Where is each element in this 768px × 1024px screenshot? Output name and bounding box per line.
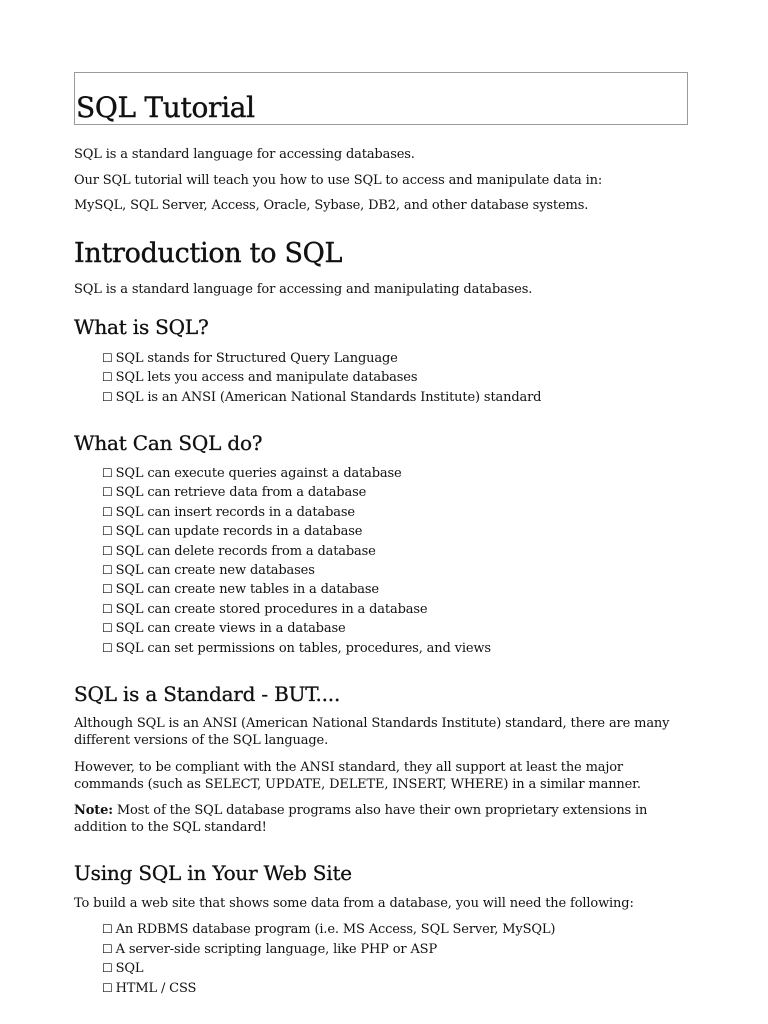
note-label: Note: bbox=[74, 803, 113, 818]
checkbox-bullet-icon: ☐ bbox=[102, 485, 113, 500]
list-item-text: SQL is an ANSI (American National Standards Institute) standard bbox=[115, 389, 542, 405]
list-item bbox=[102, 388, 541, 407]
heading-using-sql-web-site: Using SQL in Your Web Site bbox=[74, 861, 352, 885]
list-item bbox=[102, 561, 491, 580]
checkbox-bullet-icon: ☐ bbox=[102, 941, 113, 956]
title-box bbox=[74, 72, 688, 125]
list-item bbox=[102, 503, 491, 522]
checkbox-bullet-icon: ☐ bbox=[102, 389, 113, 404]
checkbox-bullet-icon: ☐ bbox=[102, 981, 113, 996]
list-item-text: SQL can retrieve data from a database bbox=[115, 485, 367, 501]
list-item bbox=[102, 940, 555, 960]
list-item bbox=[102, 639, 491, 658]
checkbox-bullet-icon: ☐ bbox=[102, 524, 113, 539]
what-can-sql-do-list bbox=[102, 464, 491, 658]
list-item-text: SQL stands for Structured Query Language bbox=[115, 351, 398, 366]
list-item-text: A server-side scripting language, like PHP or ASP bbox=[115, 941, 438, 957]
list-item bbox=[102, 959, 555, 979]
list-item bbox=[102, 600, 491, 619]
list-item-text: HTML / CSS bbox=[115, 981, 197, 997]
list-item-text: SQL can create stored procedures in a database bbox=[115, 601, 428, 617]
checkbox-bullet-icon: ☐ bbox=[102, 621, 113, 636]
checkbox-bullet-icon: ☐ bbox=[102, 351, 113, 365]
checkbox-bullet-icon: ☐ bbox=[102, 370, 113, 385]
list-item-text: SQL can create views in a database bbox=[115, 621, 346, 637]
list-item bbox=[102, 368, 541, 387]
intro-paragraph-3: MySQL, SQL Server, Access, Oracle, Sybase, DB2, and other database systems. bbox=[74, 198, 589, 213]
note-text: Most of the SQL database programs also have their own proprietary extensions in addition to the SQL standard! bbox=[74, 803, 648, 835]
list-item-text: SQL can insert records in a database bbox=[115, 504, 355, 520]
checkbox-bullet-icon: ☐ bbox=[102, 922, 113, 936]
list-item bbox=[102, 920, 555, 940]
list-item bbox=[102, 483, 491, 502]
introduction-paragraph: SQL is a standard language for accessing and manipulating databases. bbox=[74, 282, 533, 297]
list-item-text: SQL lets you access and manipulate databases bbox=[115, 370, 418, 386]
checkbox-bullet-icon: ☐ bbox=[102, 640, 113, 655]
heading-introduction: Introduction to SQL bbox=[74, 238, 343, 269]
checkbox-bullet-icon: ☐ bbox=[102, 466, 113, 480]
list-item bbox=[102, 979, 555, 999]
list-item-text: SQL bbox=[115, 961, 144, 977]
list-item-text: SQL can execute queries against a database bbox=[115, 466, 402, 481]
list-item bbox=[102, 522, 491, 541]
list-item bbox=[102, 349, 541, 368]
list-item bbox=[102, 542, 491, 561]
intro-paragraph-2: Our SQL tutorial will teach you how to use SQL to access and manipulate data in: bbox=[74, 173, 603, 188]
list-item-text: SQL can create new tables in a database bbox=[115, 582, 379, 598]
list-item-text: SQL can delete records from a database bbox=[115, 543, 376, 559]
website-requirements-list bbox=[102, 920, 555, 999]
checkbox-bullet-icon: ☐ bbox=[102, 601, 113, 616]
checkbox-bullet-icon: ☐ bbox=[102, 582, 113, 597]
what-is-sql-list bbox=[102, 349, 541, 407]
page-title: SQL Tutorial bbox=[76, 91, 255, 124]
list-item bbox=[102, 619, 491, 638]
list-item bbox=[102, 464, 491, 483]
heading-what-can-sql-do: What Can SQL do? bbox=[74, 431, 263, 455]
website-paragraph: To build a web site that shows some data from a database, you will need the following: bbox=[74, 896, 634, 911]
list-item-text: An RDBMS database program (i.e. MS Access, SQL Server, MySQL) bbox=[115, 922, 556, 937]
list-item-text: SQL can update records in a database bbox=[115, 524, 363, 540]
intro-paragraph-1: SQL is a standard language for accessing databases. bbox=[74, 147, 415, 162]
heading-what-is-sql: What is SQL? bbox=[74, 315, 209, 339]
list-item-text: SQL can set permissions on tables, procedures, and views bbox=[115, 640, 491, 656]
list-item-text: SQL can create new databases bbox=[115, 563, 315, 579]
list-item bbox=[102, 580, 491, 599]
heading-sql-standard: SQL is a Standard - BUT.... bbox=[74, 682, 341, 706]
standard-paragraph-1: Although SQL is an ANSI (American National Standards Institute) standard, there are many different versions of the SQL language. bbox=[74, 716, 670, 748]
standard-paragraph-2: However, to be compliant with the ANSI standard, they all support at least the major commands (such as SELECT, UPDATE, DELETE, INSERT, WHERE) in a similar manner. bbox=[74, 760, 641, 792]
checkbox-bullet-icon: ☐ bbox=[102, 504, 113, 519]
checkbox-bullet-icon: ☐ bbox=[102, 563, 113, 578]
standard-note bbox=[74, 802, 694, 836]
checkbox-bullet-icon: ☐ bbox=[102, 961, 113, 976]
checkbox-bullet-icon: ☐ bbox=[102, 543, 113, 558]
